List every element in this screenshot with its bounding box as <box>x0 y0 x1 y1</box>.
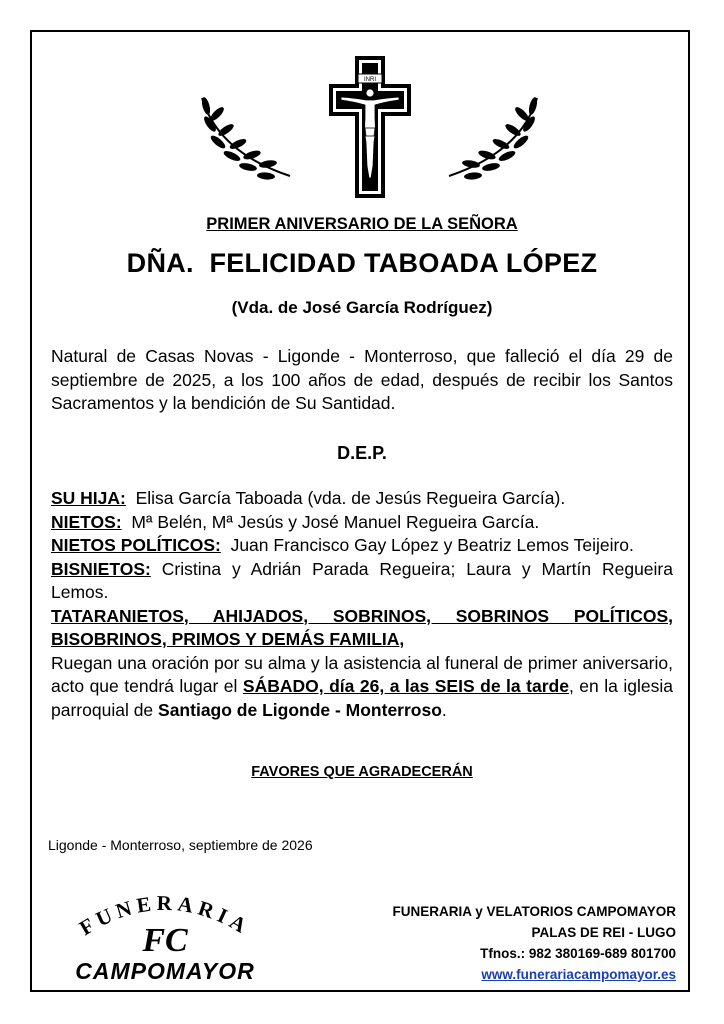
footer-website-link[interactable]: www.funerariacampomayor.es <box>481 967 676 982</box>
footer-location: PALAS DE REI - LUGO <box>531 925 676 940</box>
other-relatives-comma: , <box>399 629 405 649</box>
grandchildren-in-law-label: NIETOS POLÍTICOS: <box>51 535 221 555</box>
funeraria-campomayor-logo <box>54 883 276 983</box>
laurel-branch-right-icon <box>445 92 543 182</box>
request-end: . <box>441 699 447 720</box>
family-line-grandchildren <box>51 511 673 535</box>
funeral-date: SÁBADO, día 26, a las SEIS de la tarde <box>242 676 569 696</box>
laurel-branch-left-icon <box>196 92 294 182</box>
family-line-daughter <box>51 487 673 511</box>
inri-label: INRI <box>364 77 376 83</box>
grandchildren-in-law-text: Juan Francisco Gay López y Beatriz Lemos Teijeiro. <box>220 535 634 555</box>
logo-top-word: FUNERARIA <box>75 890 255 941</box>
deceased-name: DÑA. FELICIDAD TABOADA LÓPEZ <box>126 248 598 278</box>
daughter-label: SU HIJA: <box>51 488 126 508</box>
family-line-grandchildren-in-law <box>51 534 673 558</box>
church-name: Santiago de Ligonde - Monterroso <box>158 699 442 720</box>
logo-monogram: FC <box>142 922 188 959</box>
intro-paragraph: Natural de Casas Novas - Ligonde - Monterroso, que falleció el día 29 de septiembre de 2025, a los 100 años de edad, después de recibir los Santos Sacramentos y la bendición de Su Santidad. <box>51 346 673 413</box>
logo-bottom-word: CAMPOMAYOR <box>75 958 255 983</box>
footer-phones: Tfnos.: 982 380169-689 801700 <box>480 946 676 961</box>
anniversary-subtitle: PRIMER ANIVERSARIO DE LA SEÑORA <box>206 215 518 233</box>
footer-company: FUNERARIA y VELATORIOS CAMPOMAYOR <box>392 904 676 919</box>
funeral-request <box>51 652 673 723</box>
request-text-1: Ruegan una oración por su alma y la asistencia al funeral de primer aniversario, acto que tendrá lugar el <box>51 652 673 696</box>
dep-label: D.E.P. <box>337 443 387 463</box>
place-date: Ligonde - Monterroso, septiembre de 2026 <box>48 837 313 853</box>
grandchildren-label: NIETOS: <box>51 511 122 532</box>
other-relatives: TATARANIETOS, AHIJADOS, SOBRINOS, SOBRINOS POLÍTICOS, BISOBRINOS, PRIMOS Y DEMÁS FAMILIA <box>51 605 673 649</box>
thanks-line: FAVORES QUE AGRADECERÁN <box>251 764 473 780</box>
request-text-2: , en la iglesia parroquial de <box>51 676 673 720</box>
family-line-others <box>51 605 673 652</box>
footer-contact <box>392 901 676 985</box>
crucifix-icon <box>329 56 411 198</box>
family-line-great-grandchildren <box>51 558 673 605</box>
grandchildren-text: Mª Belén, Mª Jesús y José Manuel Regueira García. <box>121 511 540 532</box>
widow-of-line: (Vda. de José García Rodríguez) <box>231 298 493 317</box>
family-section <box>51 487 673 722</box>
great-grandchildren-label: BISNIETOS: <box>51 558 151 579</box>
daughter-text: Elisa García Taboada (vda. de Jesús Regueira García). <box>125 488 566 508</box>
great-grandchildren-text: Cristina y Adrián Parada Regueira; Laura y Martín Regueira Lemos. <box>51 558 673 602</box>
